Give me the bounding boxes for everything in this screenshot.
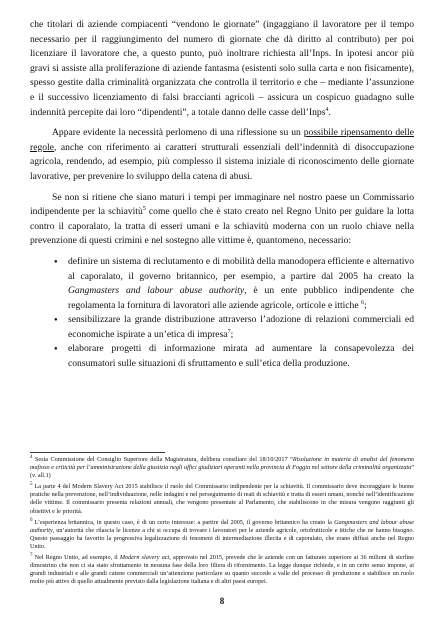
footnote-ref-6[interactable]: 6: [361, 299, 365, 306]
footnote-5-text: La parte 4 del Modern Slavery Act 2015 stabilisce il ruolo del Commissario indipendente per la schiavitù. Il commissario deve incoraggiare le buone pratiche nella prevenzione, nell’individuazione, nelle indagini e nel perseguimento di reati di schiavitù e tratta di esseri umani, nonché nell’identificazione delle vittime. Il commissario presenta relazioni annuali, che vengono presentate al Parlamento, che stabiliscono in che misura vengono raggiunti gli obiettivi e le priorità.: [30, 483, 414, 515]
paragraph-1-text: che titolari di aziende compiacenti “vendono le giornate” (ingaggiano il lavoratore per il tempo necessario per il raggiungimento del numero di giornate che dà diritto al contributo) per poi licenziare il lavoratore che, a questo punto, può inoltrare richiesta all’Inps. In ipotesi ancor più gravi si assiste alla proliferazione di aziende fantasma (esistenti solo sulla carta e non fisicamente), spesso gestite dalla criminalità organizzata che controlla il territorio e che – mediante l’assunzione e il successivo licenziamento di falsi braccianti agricoli – assicura un cospicuo guadagno sulle indennità percepite dai loro “dipendenti”, a totale danno delle casse dell’Inps: [30, 19, 414, 118]
bullet-list: [30, 255, 414, 372]
bullet-1-italic: Gangmasters and labour abuse authority: [68, 285, 245, 297]
footnote-ref-7[interactable]: 7: [227, 328, 231, 335]
footnote-4-italic: Risoluzione in materia di analisi del fenomeno mafioso e criticità per l’amministrazione della giustizia negli uffici giudiziari operanti nella provincia di Foggia nel settore della criminalità organizzata: [30, 456, 415, 472]
paragraph-3: [30, 191, 414, 249]
footnote-5-number: 5: [30, 482, 33, 488]
bullet-2-end: ;: [230, 328, 234, 340]
footnote-7: [30, 554, 414, 586]
paragraph-1: [30, 18, 414, 120]
footnote-ref-5[interactable]: 5: [142, 205, 146, 212]
footnote-4-text-b: ” (v. all.1): [30, 464, 414, 480]
body-text: [30, 18, 414, 372]
bullet-1-text-a: definire un sistema di reclutamento e di mobilità della manodopera efficiente e alternativo al caporalato, il governo britannico, per esempio, a partire dal 2005 ha creato la: [68, 255, 414, 282]
footnote-7-italic: Modern slavery act: [119, 554, 170, 562]
bullet-3-text: elaborare progetti di informazione mirata ad aumentare la consapevolezza dei consumatori sulle situazioni di sfruttamento e sull’etica della produzione.: [68, 343, 414, 370]
bullet-item-1: [68, 255, 414, 313]
bullet-1-end: ;: [364, 299, 367, 311]
paragraph-2: [30, 126, 414, 184]
footnote-7-number: 7: [30, 552, 33, 558]
bullet-2-text: sensibilizzare la grande distribuzione attraverso l’adozione di relazioni commerciali ed economiche ispirate a un’etica di impresa: [68, 314, 414, 340]
paragraph-3-text-a: Se non si ritiene che siano maturi i tempi per immaginare nel nostro paese un Commissario indipendente per la schiavitù: [30, 191, 414, 218]
footnote-7-text-b: , approvato nel 2015, prevede che le aziende con un fatturato superiore ai 36 milioni di sterline dimostrino che non ci sia stato sfruttamento in nessuna fase della loro filiera di rifornimento. La legge dunque richiede, e in un certo senso impone, ai grandi industriali e alle grandi catene commerciali un’attenzione particolare su quanto succede a valle del processo di produzione e stabilisce un ruolo molto più attivo di quello attualmente previsto dalla legislazione italiana e di altri paesi europei.: [30, 554, 414, 586]
footnote-separator: [30, 452, 165, 453]
footnote-4: [30, 456, 414, 480]
paragraph-3-text-b: come quello che è stato creato nel Regno Unito per guidare la lotta contro il caporalato, la tratta di esseri umani e la schiavitù moderna con un ruolo chiave nella prevenzione di questi crimini e nel sostegno alle vittime è, quantomeno, necessario:: [30, 206, 414, 247]
footnote-7-text-a: Nel Regno Unito, ad esempio, il: [32, 554, 120, 562]
underlined-phrase: possibile ripensamento delle regole: [30, 127, 414, 153]
footnote-6-text-b: , un’autorità che rilascia le licenze a chi si occupa di trovare i lavoratori per le aziende agricole, ortofrutticole e ittiche che ne hanno bisogno. Questo passaggio ha favorito la progressiva legalizzazione di fenomeni di intermediazione illecita e di caporalato, che erano diffusi anche nel Regno Unito.: [30, 526, 414, 550]
bullet-item-3: [68, 342, 414, 371]
paragraph-1-end: .: [328, 106, 331, 118]
footnote-4-text-a: Sesta Commissione del Consiglio Superiore della Magistratura, delibera consiliare del 18/10/2017 “: [32, 456, 293, 463]
footnote-ref-4[interactable]: 4: [325, 106, 329, 113]
paragraph-2-text-b: , anche con riferimento ai caratteri strutturali essenziali dell’indennità di disoccupazione agricola, rendendo, ad esempio, più complesso il sistema iniziale di riconoscimento delle giornate lavorative, per prevenire lo sviluppo della catena di abusi.: [30, 141, 414, 182]
bullet-1-text-b: , è un ente pubblico indipendente che regolamenta la fornitura di lavoratori alle aziende agricole, orticole e ittiche: [68, 285, 414, 311]
bullet-item-2: [68, 313, 414, 342]
page-number: 8: [219, 596, 225, 606]
footnotes: [30, 456, 414, 589]
footnote-6-number: 6: [30, 517, 33, 523]
footnote-6-italic: Gangmasters and labour abuse authority: [30, 518, 414, 534]
footnote-4-number: 4: [30, 454, 33, 460]
footnote-6: [30, 519, 414, 551]
footnote-6-text-a: L’esperienza britannica, in questo caso, è di un certo interesse: a partire dal 2005, il governo britannico ha creato la: [32, 518, 335, 526]
footnote-5: [30, 483, 414, 515]
paragraph-2-text-a: Appare evidente la necessità perlomeno di una riflessione su un: [52, 127, 304, 139]
